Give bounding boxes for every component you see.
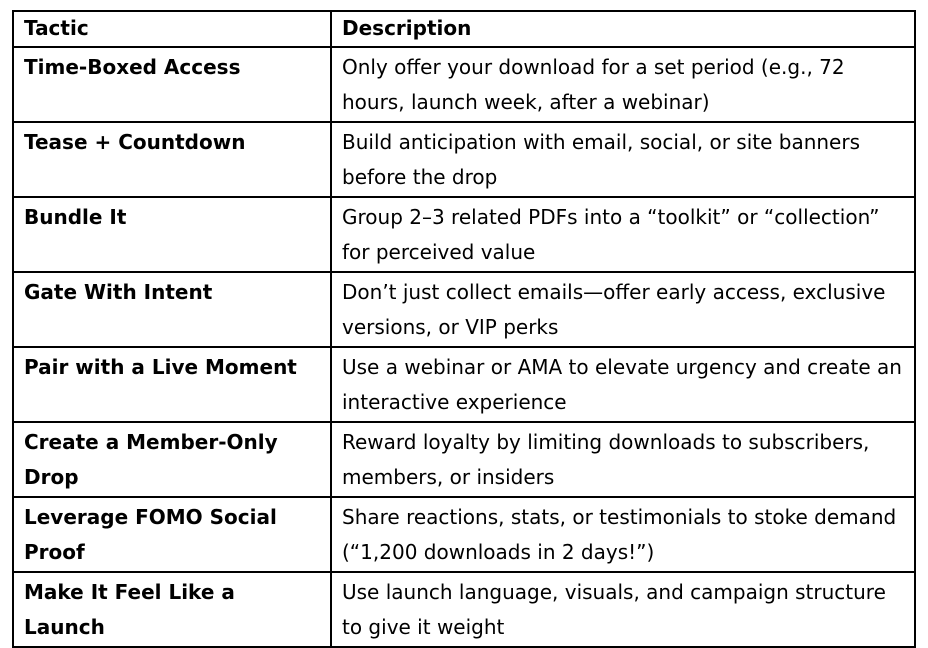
description-cell: Use launch language, visuals, and campaign structure to give it weight bbox=[331, 572, 915, 647]
header-tactic: Tactic bbox=[13, 11, 331, 47]
description-cell: Only offer your download for a set period (e.g., 72 hours, launch week, after a webinar) bbox=[331, 47, 915, 122]
header-description: Description bbox=[331, 11, 915, 47]
description-cell: Group 2–3 related PDFs into a “toolkit” or “collection” for perceived value bbox=[331, 197, 915, 272]
tactics-table bbox=[12, 10, 916, 648]
table-row bbox=[13, 272, 915, 347]
tactic-cell: Create a Member-Only Drop bbox=[13, 422, 331, 497]
tactic-cell: Leverage FOMO Social Proof bbox=[13, 497, 331, 572]
table-row bbox=[13, 197, 915, 272]
tactic-cell: Bundle It bbox=[13, 197, 331, 272]
table-row bbox=[13, 497, 915, 572]
description-cell: Use a webinar or AMA to elevate urgency and create an interactive experience bbox=[331, 347, 915, 422]
tactic-cell: Make It Feel Like a Launch bbox=[13, 572, 331, 647]
description-cell: Share reactions, stats, or testimonials to stoke demand (“1,200 downloads in 2 days!”) bbox=[331, 497, 915, 572]
tactic-cell: Gate With Intent bbox=[13, 272, 331, 347]
table-header-row bbox=[13, 11, 915, 47]
table-row bbox=[13, 122, 915, 197]
table-row bbox=[13, 422, 915, 497]
description-cell: Build anticipation with email, social, or site banners before the drop bbox=[331, 122, 915, 197]
tactic-cell: Tease + Countdown bbox=[13, 122, 331, 197]
description-cell: Reward loyalty by limiting downloads to subscribers, members, or insiders bbox=[331, 422, 915, 497]
table-row bbox=[13, 572, 915, 647]
tactic-cell: Time-Boxed Access bbox=[13, 47, 331, 122]
table-row bbox=[13, 347, 915, 422]
description-cell: Don’t just collect emails—offer early access, exclusive versions, or VIP perks bbox=[331, 272, 915, 347]
tactic-cell: Pair with a Live Moment bbox=[13, 347, 331, 422]
table-row bbox=[13, 47, 915, 122]
